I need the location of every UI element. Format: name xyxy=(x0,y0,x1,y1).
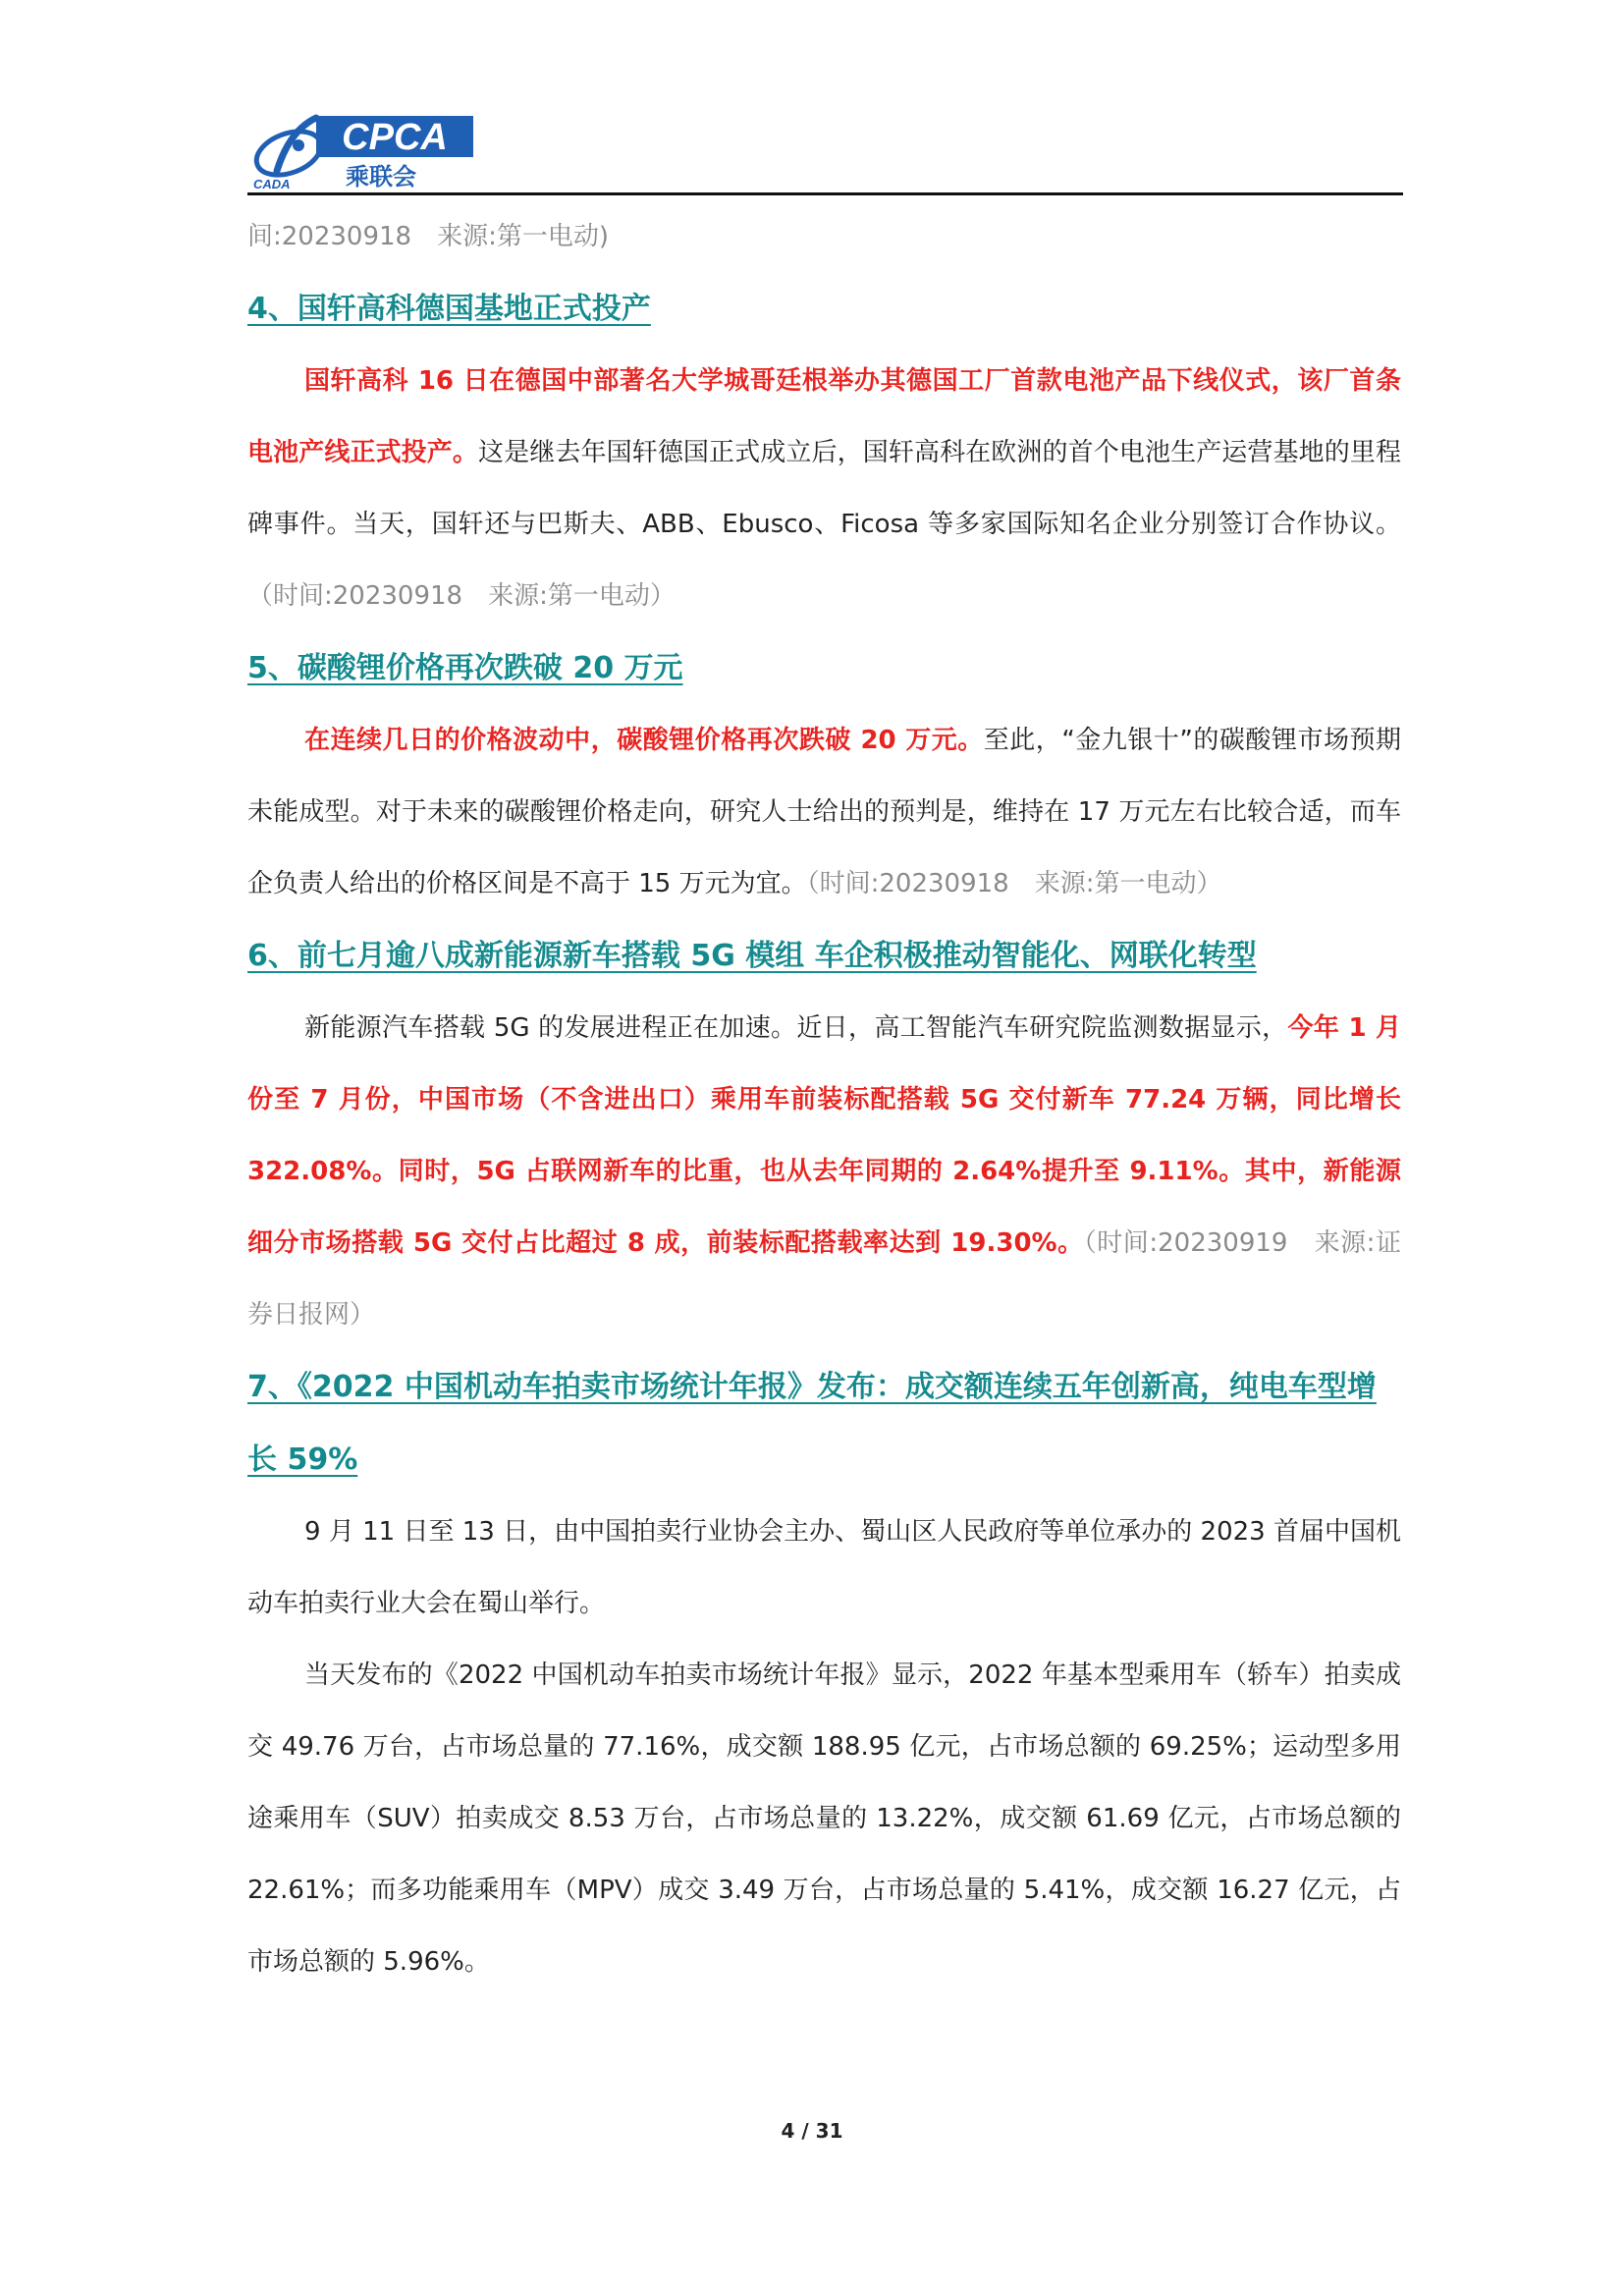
section-paragraph xyxy=(247,993,1401,1351)
logo-chinese-text: 乘联会 xyxy=(346,163,416,190)
emphasis-text: 国轩高科 16 日在德国中部著名大学城哥廷根举办其德国工厂首款电池产品下线仪式，该厂首条电池产线正式投产。 xyxy=(247,366,1401,467)
section-heading: 6、前七月逾八成新能源新车搭载 5G 模组 车企积极推动智能化、网联化转型 xyxy=(247,939,1257,973)
source-meta: （时间:20230919 来源:证券日报网） xyxy=(247,1228,1401,1330)
page-number: 4 / 31 xyxy=(781,2119,843,2143)
header-divider xyxy=(247,192,1403,195)
source-meta: （时间:20230918 来源:第一电动） xyxy=(806,869,1222,898)
section-heading: 4、国轩高科德国基地正式投产 xyxy=(247,292,651,326)
section-paragraph: 当天发布的《2022 中国机动车拍卖市场统计年报》显示，2022 年基本型乘用车（轿车）拍卖成交 49.76 万台，占市场总量的 77.16%，成交额 188.95 亿元，占市场总额的 69.25%；运动型多用途乘用车（SUV）拍卖成交 8.53 万台，占市场总量的 13.22%，成交额 61.69 亿元，占市场总额的 22.61%；而多功能乘用车（MPV）成交 3.49 万台，占市场总量的 5.41%，成交额 16.27 亿元，占市场总额的 5.96%。 xyxy=(247,1660,1401,1977)
carryover-meta: 间:20230918 来源:第一电动) xyxy=(247,222,609,251)
body-text: 这是继去年国轩德国正式成立后，国轩高科在欧洲的首个电池生产运营基地的里程碑事件。当天，国轩还与巴斯夫、ABB、Ebusco、Ficosa 等多家国际知名企业分别签订合作协议。 xyxy=(247,438,1401,539)
article-content xyxy=(247,201,1401,1998)
body-text: 新能源汽车搭载 5G 的发展进程正在加速。近日，高工智能汽车研究院监测数据显示， xyxy=(304,1013,1288,1043)
emphasis-text: 今年 1 月份至 7 月份，中国市场（不含进出口）乘用车前装标配搭载 5G 交付新车 77.24 万辆，同比增长 322.08%。同时，5G 占联网新车的比重，也从去年同期的 2.64%提升至 9.11%。其中，新能源细分市场搭载 5G 交付占比超过 8 成，前装标配搭载率达到 19.30%。 xyxy=(247,1013,1401,1258)
emphasis-text: 在连续几日的价格波动中，碳酸锂价格再次跌破 20 万元。 xyxy=(304,726,984,755)
section-paragraph xyxy=(247,705,1401,920)
section-heading: 7、《2022 中国机动车拍卖市场统计年报》发布：成交额连续五年创新高，纯电车型增长 59% xyxy=(247,1370,1377,1477)
section-paragraph: 9 月 11 日至 13 日，由中国拍卖行业协会主办、蜀山区人民政府等单位承办的 2023 首届中国机动车拍卖行业大会在蜀山举行。 xyxy=(247,1517,1401,1618)
logo-sub-text: CADA xyxy=(253,177,291,190)
section-paragraph xyxy=(247,346,1401,632)
logo-brand-text: CPCA xyxy=(342,117,448,158)
cpca-logo xyxy=(247,110,483,190)
section-heading: 5、碳酸锂价格再次跌破 20 万元 xyxy=(247,651,683,685)
source-meta: （时间:20230918 来源:第一电动） xyxy=(247,581,676,611)
body-text: 至此，“金九银十”的碳酸锂市场预期未能成型。对于未来的碳酸锂价格走向，研究人士给出的预判是，维持在 17 万元左右比较合适，而车企负责人给出的价格区间是不高于 15 万元为宜。 xyxy=(247,726,1401,898)
